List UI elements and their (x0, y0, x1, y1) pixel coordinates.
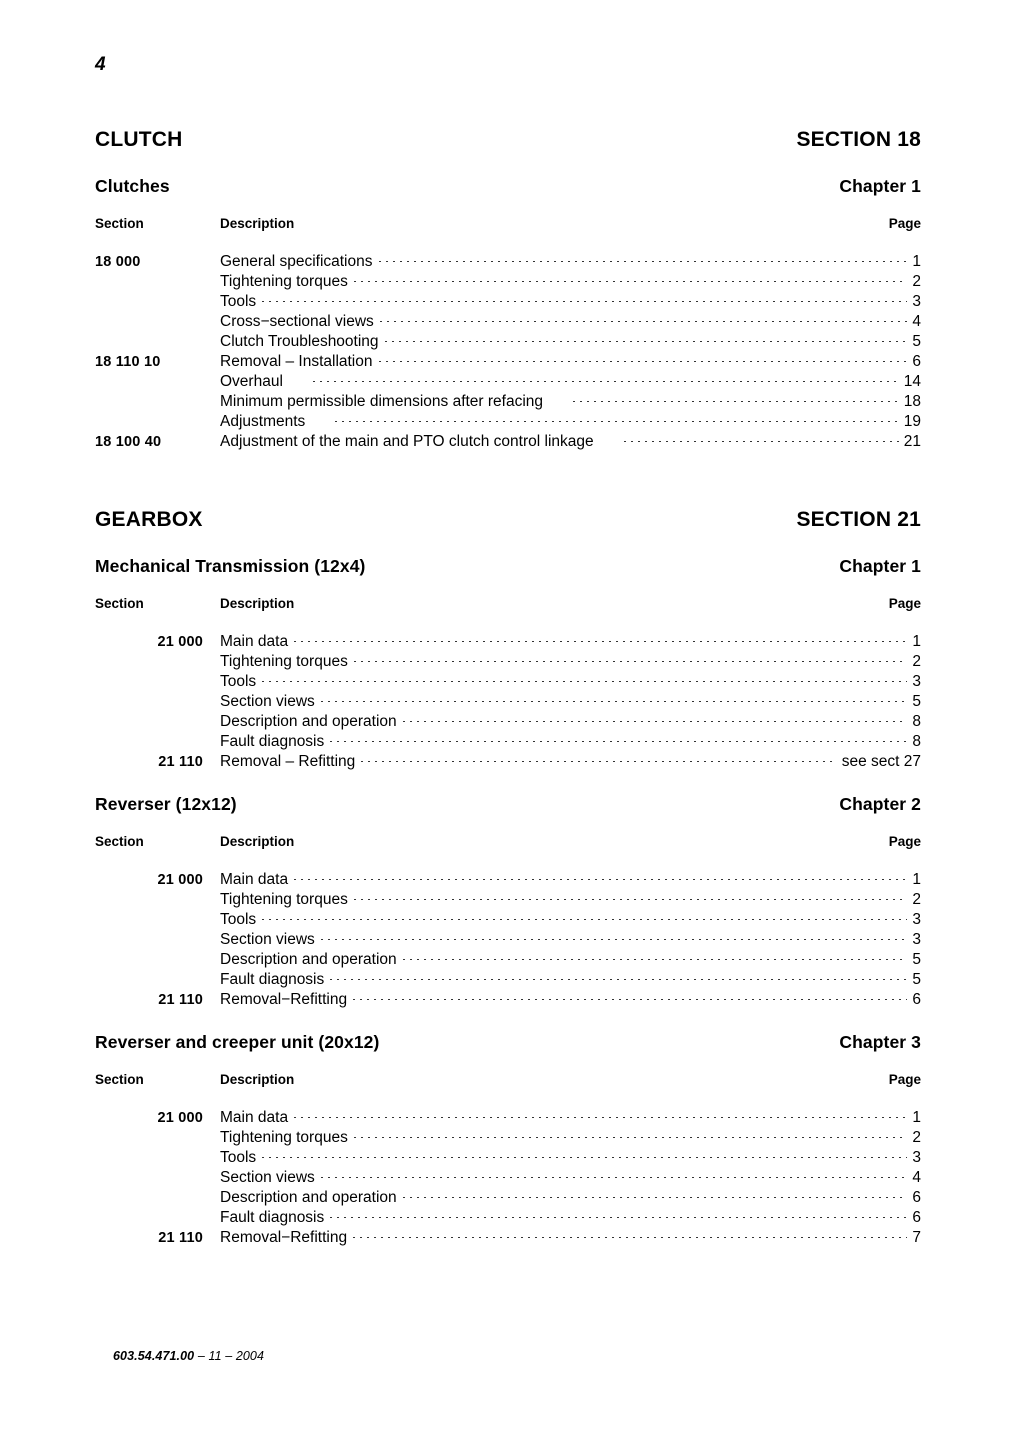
dot-leader (353, 999, 907, 1000)
dot-leader (403, 959, 908, 960)
dot-leader (321, 701, 908, 702)
group-title: GEARBOX (95, 508, 203, 531)
dot-leader (262, 1157, 907, 1158)
entry-page-number: 6 (912, 1189, 921, 1206)
entry-page-number: 1 (912, 1109, 921, 1126)
column-header-page: Page (888, 834, 921, 849)
entry-description: Removal – Refitting (220, 753, 356, 770)
dot-leader (330, 979, 907, 980)
column-header-description: Description (220, 834, 295, 849)
toc-entry[interactable] (95, 870, 921, 890)
page-footer (113, 1349, 264, 1363)
dot-leader (379, 261, 908, 262)
entry-description: Section views (220, 1169, 315, 1186)
entry-page-number: 19 (903, 413, 921, 430)
footer-date: – 11 – 2004 (197, 1349, 265, 1363)
column-header-row (95, 1072, 921, 1090)
chapter-label: Chapter 3 (839, 1032, 921, 1052)
entry-description: Fault diagnosis (220, 733, 325, 750)
column-header-section: Section (95, 216, 144, 231)
entry-page-number: 14 (903, 373, 921, 390)
column-header-row (95, 834, 921, 852)
entry-page-number: 6 (912, 1209, 921, 1226)
column-header-row (95, 216, 921, 234)
toc-entry-list-reverser-creeper (95, 1108, 921, 1248)
toc-entry[interactable] (95, 692, 921, 712)
footer-document-code: 603.54.471.00 (113, 1349, 195, 1363)
group-section-label: SECTION 18 (796, 128, 921, 151)
column-header-row (95, 596, 921, 614)
entry-page-number: 21 (903, 433, 921, 450)
dot-leader (330, 741, 907, 742)
entry-page-number: 2 (912, 273, 921, 290)
entry-page-number: 3 (912, 931, 921, 948)
dot-leader (294, 879, 907, 880)
chapter-title: Reverser (12x12) (95, 794, 237, 814)
entry-page-number: 3 (912, 673, 921, 690)
toc-entry[interactable] (95, 930, 921, 950)
chapter-title: Clutches (95, 176, 170, 196)
entry-description: Main data (220, 1109, 289, 1126)
dot-leader (361, 761, 836, 762)
entry-section-number: 21 000 (157, 872, 203, 888)
dot-leader (262, 681, 907, 682)
column-header-section: Section (95, 1072, 144, 1087)
toc-entry[interactable] (95, 732, 921, 752)
chapter-heading-mechanical-transmission (95, 556, 921, 577)
dot-leader (294, 641, 907, 642)
dot-leader (573, 401, 899, 402)
toc-entry[interactable] (95, 332, 921, 352)
entry-page-number: 7 (912, 1229, 921, 1246)
dot-leader (380, 321, 908, 322)
entry-description: Adjustments (220, 413, 306, 430)
entry-description: Overhaul (220, 373, 283, 390)
column-header-description: Description (220, 1072, 295, 1087)
chapter-title: Mechanical Transmission (12x4) (95, 556, 366, 576)
toc-entry[interactable] (95, 1228, 921, 1248)
entry-section-number: 18 000 (95, 254, 141, 270)
dot-leader (262, 919, 907, 920)
toc-entry[interactable] (95, 950, 921, 970)
group-section-label: SECTION 21 (796, 508, 921, 531)
entry-section-number: 21 110 (158, 754, 203, 770)
entry-page-number: 4 (912, 1169, 921, 1186)
entry-description: Tools (220, 911, 257, 928)
entry-page-number: 3 (912, 293, 921, 310)
entry-description: Removal – Installation (220, 353, 373, 370)
toc-entry[interactable] (95, 292, 921, 312)
entry-page-number: 5 (912, 693, 921, 710)
toc-entry[interactable] (95, 990, 921, 1010)
entry-description: Tools (220, 293, 257, 310)
entry-description: Removal−Refitting (220, 1229, 348, 1246)
toc-entry[interactable] (95, 1208, 921, 1228)
entry-page-number: 1 (912, 253, 921, 270)
dot-leader (321, 1177, 908, 1178)
dot-leader (330, 1217, 907, 1218)
entry-description: Cross−sectional views (220, 313, 374, 330)
toc-entry[interactable] (95, 1128, 921, 1148)
dot-leader (353, 1237, 907, 1238)
chapter-label: Chapter 1 (839, 556, 921, 576)
chapter-label: Chapter 2 (839, 794, 921, 814)
dot-leader (313, 381, 899, 382)
dot-leader (624, 441, 899, 442)
toc-entry[interactable] (95, 372, 921, 392)
entry-section-number: 21 000 (157, 634, 203, 650)
dot-leader (354, 899, 908, 900)
entry-page-number: 6 (912, 991, 921, 1008)
entry-page-number: 2 (912, 1129, 921, 1146)
entry-description: Tightening torques (220, 273, 348, 290)
entry-page-number: 2 (912, 891, 921, 908)
toc-entry[interactable] (95, 252, 921, 272)
entry-description: Main data (220, 633, 289, 650)
toc-entry[interactable] (95, 752, 921, 772)
toc-entry-list-clutches (95, 252, 921, 452)
entry-page-number: see sect 27 (841, 753, 921, 770)
column-header-page: Page (888, 1072, 921, 1087)
column-header-page: Page (888, 596, 921, 611)
entry-description: Fault diagnosis (220, 971, 325, 988)
dot-leader (294, 1117, 907, 1118)
toc-entry[interactable] (95, 970, 921, 990)
entry-page-number: 6 (912, 353, 921, 370)
column-header-description: Description (220, 216, 295, 231)
entry-page-number: 5 (912, 971, 921, 988)
entry-page-number: 18 (903, 393, 921, 410)
toc-entry[interactable] (95, 632, 921, 652)
entry-page-number: 8 (912, 733, 921, 750)
toc-entry[interactable] (95, 412, 921, 432)
group-heading-gearbox (95, 508, 921, 532)
entry-description: Description and operation (220, 713, 397, 730)
entry-page-number: 3 (912, 1149, 921, 1166)
toc-entry[interactable] (95, 890, 921, 910)
toc-entry[interactable] (95, 910, 921, 930)
toc-entry[interactable] (95, 432, 921, 452)
column-header-page: Page (888, 216, 921, 231)
entry-description: Tools (220, 673, 257, 690)
column-header-section: Section (95, 834, 144, 849)
toc-entry-list-reverser (95, 870, 921, 1010)
entry-description: Tools (220, 1149, 257, 1166)
entry-description: Minimum permissible dimensions after refacing (220, 393, 544, 410)
page-folio-number: 4 (95, 54, 106, 75)
entry-section-number: 21 110 (158, 992, 203, 1008)
toc-entry[interactable] (95, 1168, 921, 1188)
toc-entry[interactable] (95, 672, 921, 692)
dot-leader (385, 341, 908, 342)
entry-description: Tightening torques (220, 653, 348, 670)
chapter-heading-reverser (95, 794, 921, 815)
chapter-heading-clutches (95, 176, 921, 197)
entry-section-number: 21 110 (158, 1230, 203, 1246)
toc-entry[interactable] (95, 392, 921, 412)
table-of-contents (95, 128, 921, 1248)
dot-leader (354, 661, 908, 662)
chapter-heading-reverser-creeper (95, 1032, 921, 1053)
column-header-description: Description (220, 596, 295, 611)
entry-page-number: 3 (912, 911, 921, 928)
dot-leader (403, 721, 908, 722)
entry-description: Description and operation (220, 951, 397, 968)
entry-section-number: 18 110 10 (95, 354, 161, 370)
dot-leader (354, 281, 908, 282)
chapter-title: Reverser and creeper unit (20x12) (95, 1032, 380, 1052)
entry-page-number: 5 (912, 333, 921, 350)
dot-leader (354, 1137, 908, 1138)
toc-entry[interactable] (95, 712, 921, 732)
entry-description: General specifications (220, 253, 373, 270)
entry-description: Section views (220, 931, 315, 948)
toc-entry-list-mechanical-transmission (95, 632, 921, 772)
entry-page-number: 4 (912, 313, 921, 330)
entry-description: Fault diagnosis (220, 1209, 325, 1226)
entry-description: Tightening torques (220, 891, 348, 908)
toc-entry[interactable] (95, 1108, 921, 1128)
entry-page-number: 8 (912, 713, 921, 730)
toc-entry[interactable] (95, 312, 921, 332)
entry-description: Section views (220, 693, 315, 710)
dot-leader (403, 1197, 908, 1198)
toc-entry[interactable] (95, 352, 921, 372)
group-heading-clutch (95, 128, 921, 152)
toc-entry[interactable] (95, 1148, 921, 1168)
entry-description: Removal−Refitting (220, 991, 348, 1008)
column-header-section: Section (95, 596, 144, 611)
entry-description: Tightening torques (220, 1129, 348, 1146)
dot-leader (379, 361, 908, 362)
group-title: CLUTCH (95, 128, 183, 151)
chapter-label: Chapter 1 (839, 176, 921, 196)
dot-leader (262, 301, 907, 302)
entry-page-number: 2 (912, 653, 921, 670)
entry-description: Clutch Troubleshooting (220, 333, 379, 350)
entry-description: Description and operation (220, 1189, 397, 1206)
toc-entry[interactable] (95, 272, 921, 292)
entry-section-number: 21 000 (157, 1110, 203, 1126)
dot-leader (335, 421, 898, 422)
entry-description: Main data (220, 871, 289, 888)
entry-page-number: 5 (912, 951, 921, 968)
entry-page-number: 1 (912, 871, 921, 888)
toc-entry[interactable] (95, 1188, 921, 1208)
entry-section-number: 18 100 40 (95, 434, 162, 450)
entry-page-number: 1 (912, 633, 921, 650)
dot-leader (321, 939, 908, 940)
entry-description: Adjustment of the main and PTO clutch control linkage (220, 433, 594, 450)
toc-entry[interactable] (95, 652, 921, 672)
